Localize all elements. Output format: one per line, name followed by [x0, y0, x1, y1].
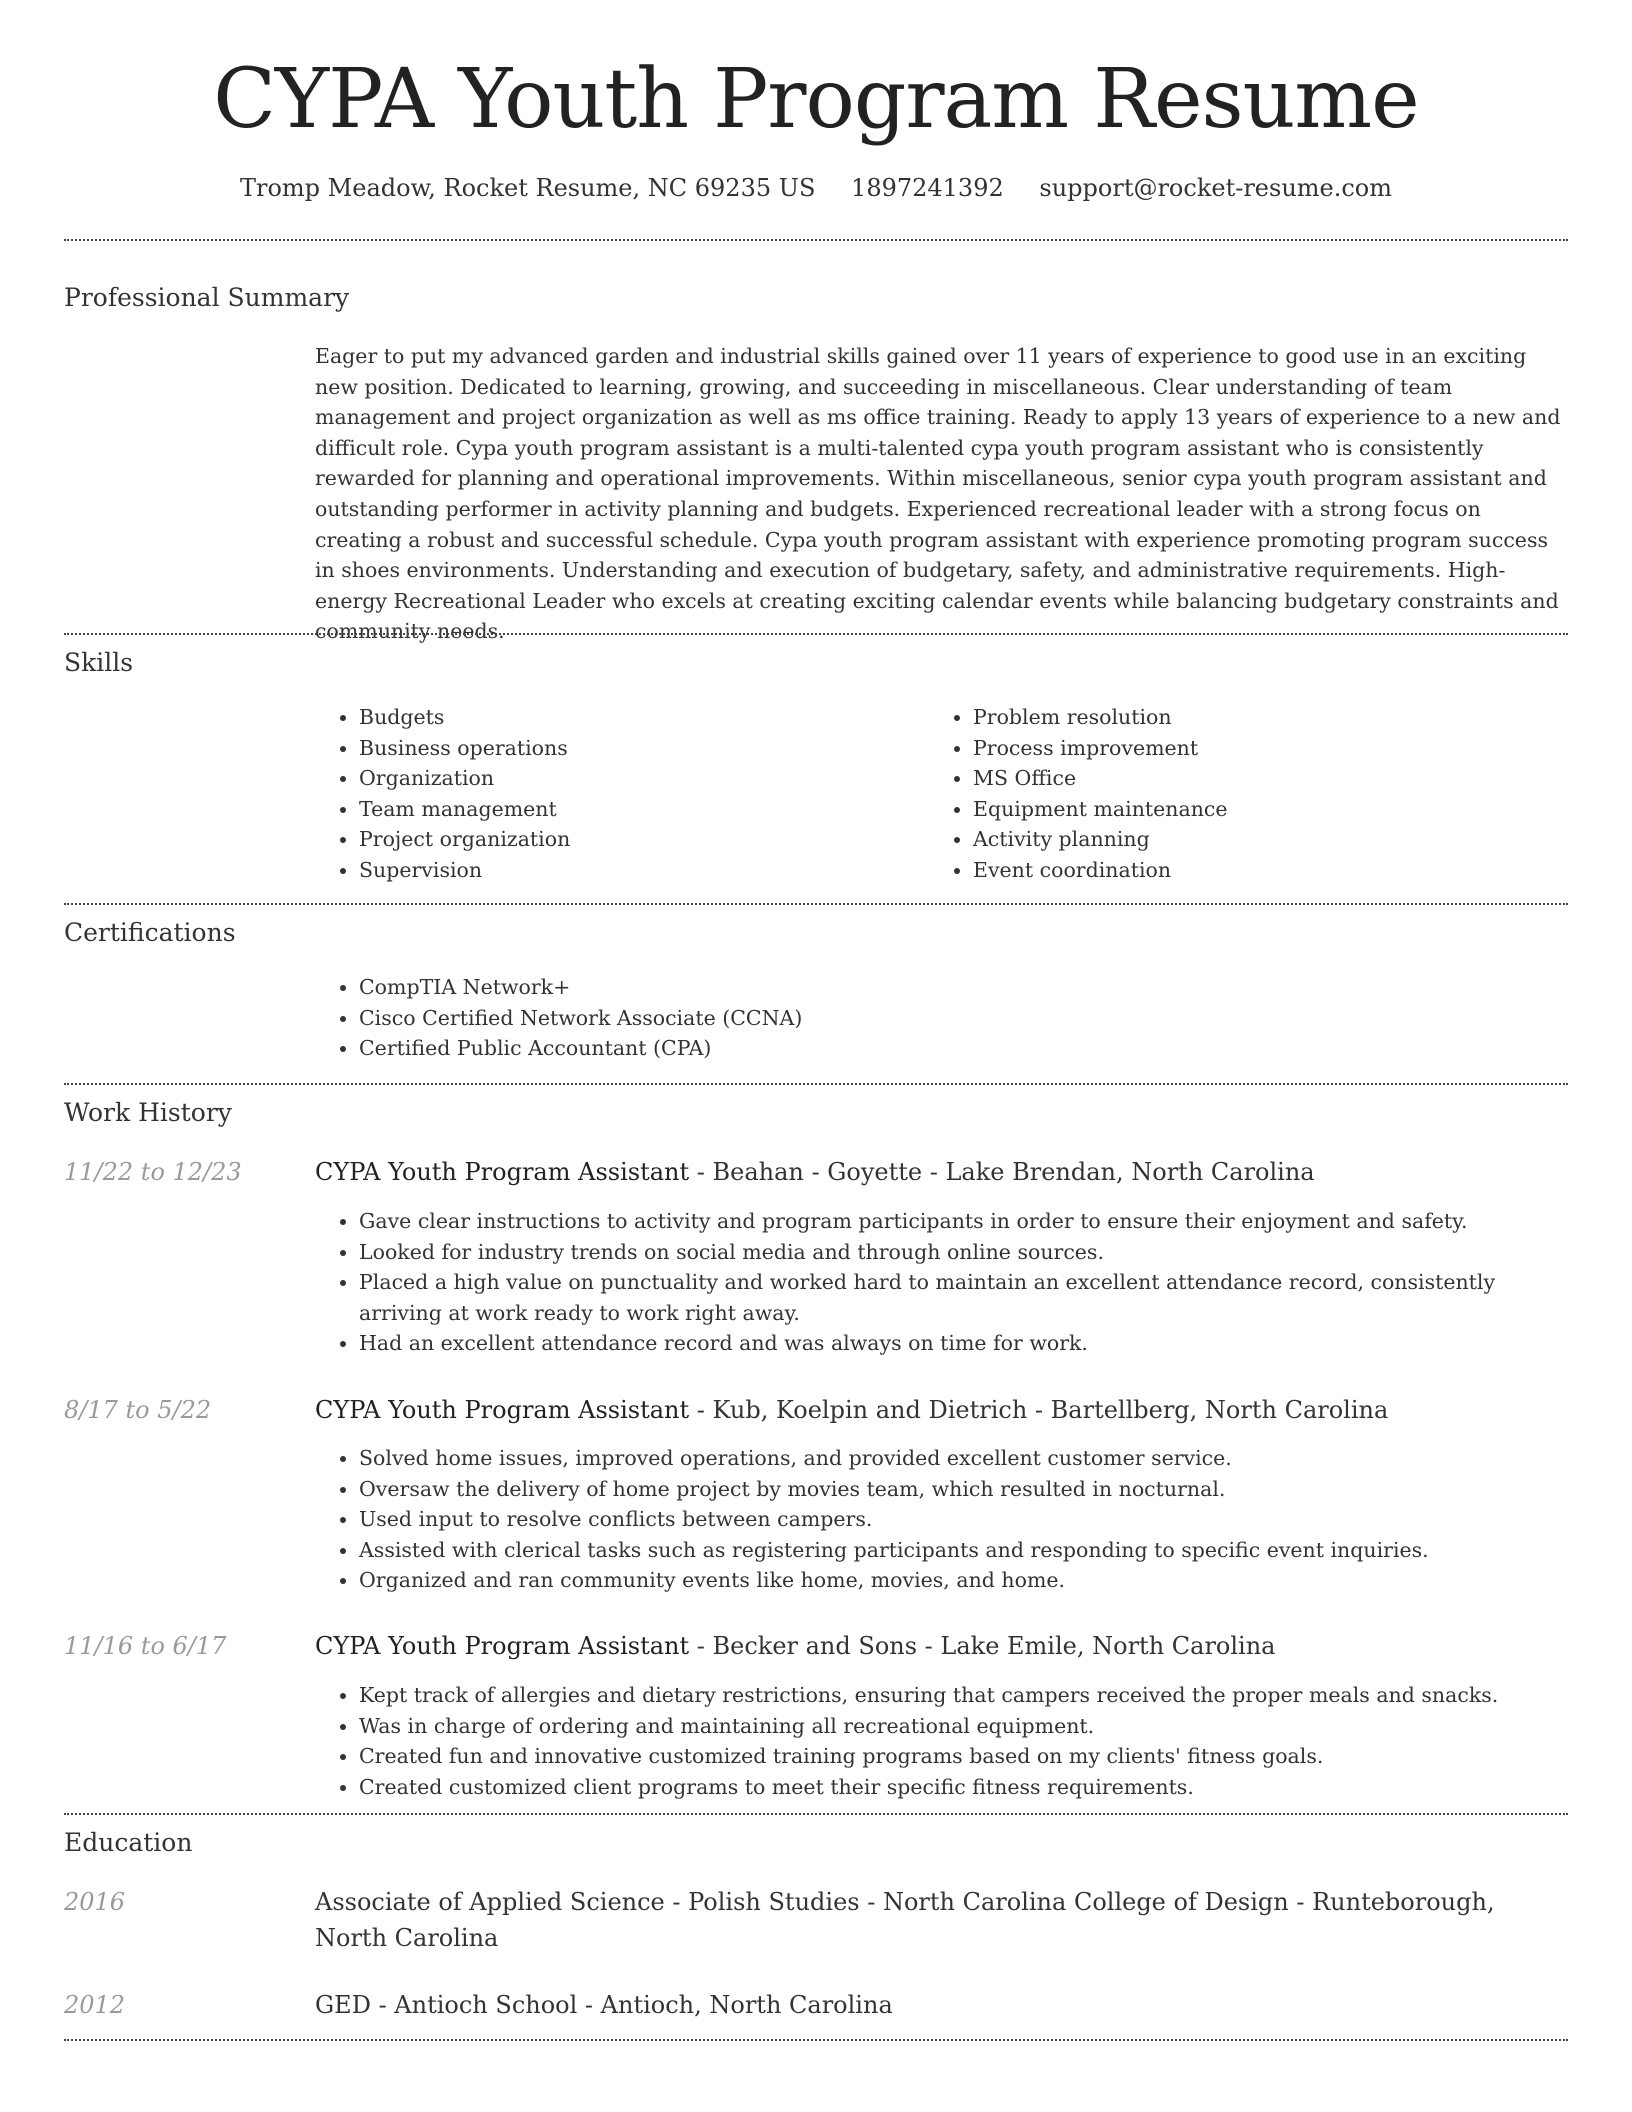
certification-item: • Cisco Certified Network Associate (CCNA): [359, 1003, 1568, 1034]
section-divider: [64, 1083, 1568, 1085]
education-school: - Antioch School - Antioch, North Carolina: [370, 1991, 893, 2019]
job-bullet: • Solved home issues, improved operations, and provided excellent customer service.: [359, 1443, 1568, 1474]
skill-item: • Organization: [359, 763, 875, 794]
job-role: CYPA Youth Program Assistant: [315, 1158, 690, 1186]
section-divider: [64, 903, 1568, 905]
job-dates: 11/16 to 6/17: [64, 1632, 227, 1660]
job-heading: [315, 1628, 1568, 1664]
skill-item: • Business operations: [359, 733, 875, 764]
section-divider: [64, 239, 1568, 241]
skill-item: • Equipment maintenance: [973, 794, 1549, 825]
skills-list-right: [929, 702, 1549, 886]
contact-phone: 1897241392: [851, 174, 1004, 202]
job-bullet: • Organized and ran community events like home, movies, and home.: [359, 1565, 1568, 1596]
resume-title: CYPA Youth Program Resume: [213, 52, 1419, 147]
job-bullet: • Looked for industry trends on social media and through online sources.: [359, 1237, 1568, 1268]
education-degree: Associate of Applied Science - Polish Studies: [315, 1888, 860, 1916]
education-heading: Education: [64, 1828, 193, 1857]
job-heading: [315, 1392, 1568, 1428]
education-school: - North Carolina College of Design - Runteborough, North Carolina: [315, 1888, 1495, 1952]
skill-item: • Problem resolution: [973, 702, 1549, 733]
job-bullet: • Oversaw the delivery of home project by movies team, which resulted in nocturnal.: [359, 1474, 1568, 1505]
skill-item: • Supervision: [359, 855, 875, 886]
summary-text: Eager to put my advanced garden and industrial skills gained over 11 years of experience to good use in an exciting new position. Dedicated to learning, growing, and succeeding in miscellaneous. Clear understanding of team management and project organization as well as ms office training. Ready to apply 13 years of experience to a new and difficult role. Cypa youth program assistant is a multi-talented cypa youth program assistant who is consistently rewarded for planning and operational improvements. Within miscellaneous, senior cypa youth program assistant and outstanding performer in activity planning and budgets. Experienced recreational leader with a strong focus on creating a robust and successful schedule. Cypa youth program assistant with experience promoting program success in shoes environments. Understanding and execution of budgetary, safety, and administrative requirements. High-energy Recreational Leader who excels at creating exciting calendar events while balancing budgetary constraints and community needs.: [315, 344, 1561, 644]
job-bullet: • Used input to resolve conflicts between campers.: [359, 1504, 1568, 1535]
skills-list-left: [315, 702, 875, 886]
section-divider: [64, 633, 1568, 635]
education-year: 2012: [64, 1991, 126, 2019]
education-entry: [315, 1987, 1568, 2023]
job-bullet: • Kept track of allergies and dietary restrictions, ensuring that campers received the proper meals and snacks.: [359, 1680, 1568, 1711]
job-bullet: • Had an excellent attendance record and was always on time for work.: [359, 1328, 1568, 1359]
job-bullet: • Created fun and innovative customized training programs based on my clients' fitness goals.: [359, 1741, 1568, 1772]
skill-item: • Process improvement: [973, 733, 1549, 764]
contact-line: [0, 170, 1632, 206]
job-employer: - Kub, Koelpin and Dietrich - Bartellberg, North Carolina: [689, 1396, 1389, 1424]
job-bullet: • Gave clear instructions to activity and program participants in order to ensure their enjoyment and safety.: [359, 1206, 1568, 1237]
job-role: CYPA Youth Program Assistant: [315, 1396, 690, 1424]
education-degree: GED: [315, 1991, 371, 2019]
skill-item: • Budgets: [359, 702, 875, 733]
job-bullet: • Assisted with clerical tasks such as registering participants and responding to specific event inquiries.: [359, 1535, 1568, 1566]
job-heading: [315, 1154, 1568, 1190]
job-dates: 11/22 to 12/23: [64, 1158, 242, 1186]
job-bullets: [315, 1443, 1568, 1596]
summary-heading: Professional Summary: [64, 283, 350, 312]
job-bullet: • Created customized client programs to meet their specific fitness requirements.: [359, 1772, 1568, 1803]
job-employer: - Beahan - Goyette - Lake Brendan, North Carolina: [689, 1158, 1315, 1186]
education-entry: [315, 1884, 1568, 1956]
contact-address: Tromp Meadow, Rocket Resume, NC 69235 US: [239, 174, 816, 202]
job-bullets: [315, 1680, 1568, 1802]
job-bullet: • Was in charge of ordering and maintaining all recreational equipment.: [359, 1711, 1568, 1742]
certifications-heading: Certifications: [64, 918, 236, 947]
work-history-heading: Work History: [64, 1098, 232, 1127]
skill-item: • Project organization: [359, 824, 875, 855]
job-dates: 8/17 to 5/22: [64, 1396, 212, 1424]
skill-item: • MS Office: [973, 763, 1549, 794]
skills-heading: Skills: [64, 648, 134, 677]
skill-item: • Activity planning: [973, 824, 1549, 855]
job-bullet: • Placed a high value on punctuality and worked hard to maintain an excellent attendance record, consistently arriving at work ready to work right away.: [359, 1267, 1568, 1328]
contact-email: support@rocket-resume.com: [1039, 174, 1393, 202]
certification-item: • CompTIA Network+: [359, 972, 1568, 1003]
certification-item: • Certified Public Accountant (CPA): [359, 1033, 1568, 1064]
skill-item: • Team management: [359, 794, 875, 825]
certifications-list: [315, 972, 1568, 1064]
job-employer: - Becker and Sons - Lake Emile, North Carolina: [689, 1632, 1276, 1660]
education-year: 2016: [64, 1888, 126, 1916]
job-role: CYPA Youth Program Assistant: [315, 1632, 690, 1660]
section-divider: [64, 2039, 1568, 2041]
skill-item: • Event coordination: [973, 855, 1549, 886]
job-bullets: [315, 1206, 1568, 1359]
section-divider: [64, 1813, 1568, 1815]
